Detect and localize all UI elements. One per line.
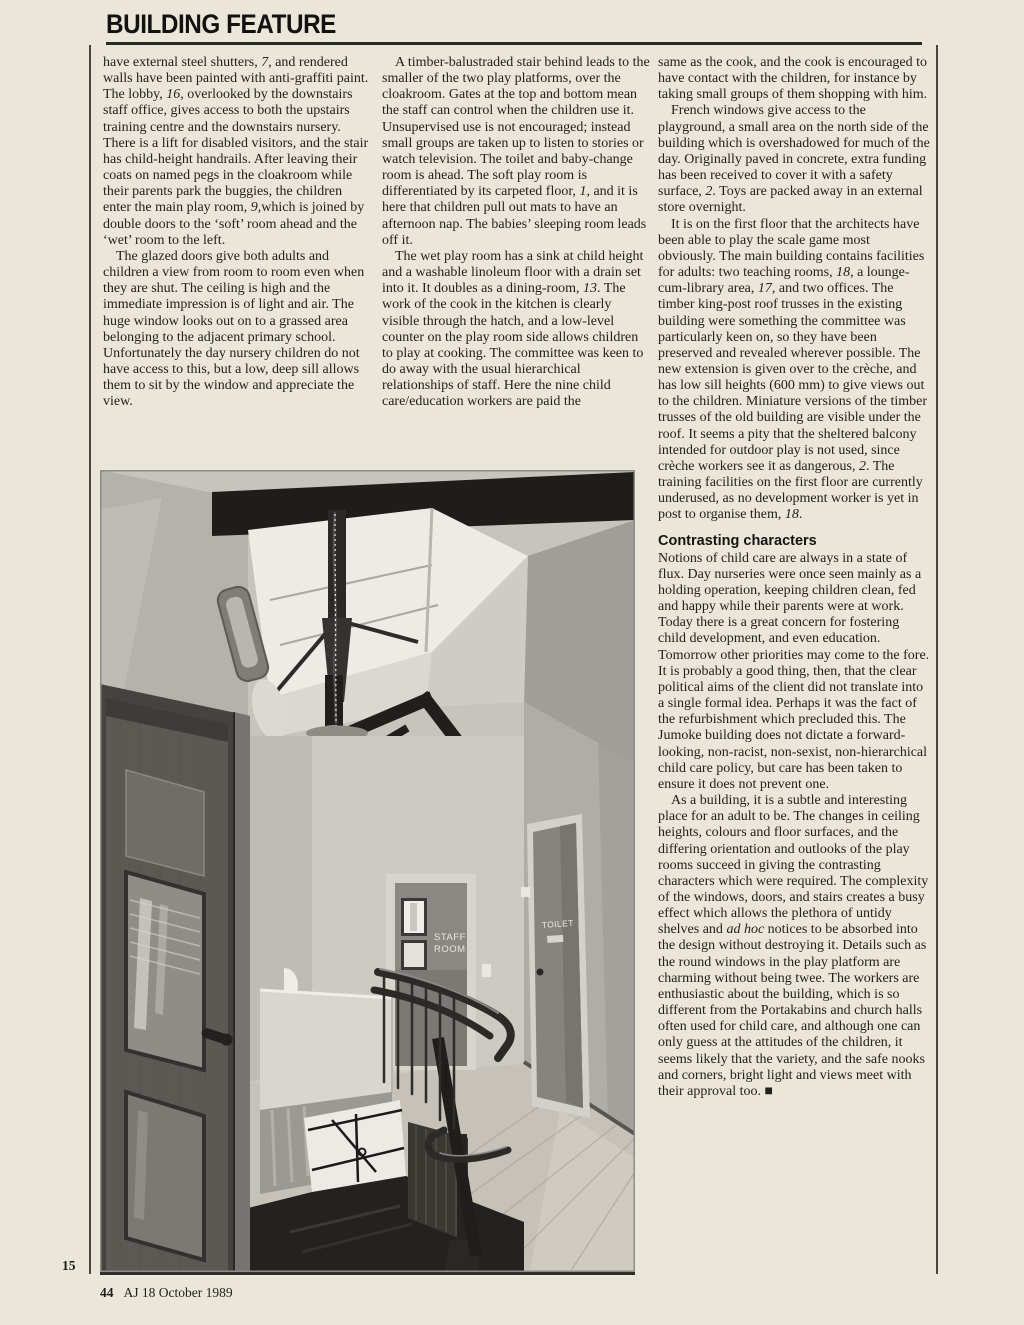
paragraph: The wet play room has a sink at child height and a washable linoleum floor with a drain set into it. It doubles as a dining-room, 13. The work of the cook in the kitchen is clearly visible through the hatch, and a low-level counter on the play room side allows children to play at cooking. The committee was keen to do away with the usual hierarchical relationships of staff. Here the nine child care/education workers are paid the bbox=[382, 248, 644, 410]
stairwell-photo-svg bbox=[100, 470, 635, 1272]
light-switch-2 bbox=[521, 887, 530, 897]
paragraph: A timber-balustraded stair behind leads to the smaller of the two play platforms, over the cloakroom. Gates at the top and bottom mean the staff can control when the children use it. Unsupervised use is not encouraged; instead small groups are taken up to listen to stories or watch television. The toilet and baby-change room is ahead. The soft play room is differentiated by its carpeted floor, 1, and it is here that children pull out mats to have an afternoon nap. The babies’ sleeping room leads off it. bbox=[382, 55, 650, 248]
article-column-3 bbox=[658, 55, 930, 1295]
toilet-door bbox=[527, 814, 590, 1118]
paragraph: It is on the first floor that the architects have been able to play the scale game most obviously. The main building contains facilities for adults: two teaching rooms, 18, a lounge-cum-library area, 17, and two offices. The timber king-post roof trusses in the existing building were something the committee was particularly keen on, so they have been preserved and revealed wherever possible. The new extension is given over to the crèche, and has low sill heights (600 mm) to give views out to the children. Miniature versions of the timber trusses of the old building are visible under the roof. It seems a pity that the sheltered balcony intended for outdoor play is not used, since crèche workers see it as dangerous, 2. The training facilities on the first floor are currently underused, as no development worker is yet in post to organise them, 18. bbox=[658, 216, 928, 523]
paragraph: Notions of child care are always in a state of flux. Day nurseries were once seen mainly as a holding operation, keeping children clean, fed and happy while their parents were at work. Today there is a great concern for fostering child development, and even education. Tomorrow other priorities may come to the fore. It is probably a good thing, then, that the clear political aims of the client did not translate into a single formal idea. Perhaps it was the fact of the refurbishment which precluded this. The Jumoke building does not dictate a forward-looking, non-racist, non-sexist, non-hierarchical child care policy, but care has been taken to ensure it does not prevent one. bbox=[658, 550, 930, 792]
figure-number: 15 bbox=[62, 1258, 76, 1273]
feature-photo bbox=[100, 470, 635, 1275]
subheading: Contrasting characters bbox=[658, 532, 817, 549]
section-header: BUILDING FEATURE bbox=[106, 9, 336, 39]
staff-room-sign-line2: ROOM bbox=[434, 944, 466, 955]
right-margin-rule bbox=[936, 45, 938, 1274]
left-margin-rule bbox=[89, 45, 91, 1274]
header-rule bbox=[106, 42, 922, 45]
staff-room-door bbox=[386, 874, 476, 1070]
light-switch bbox=[482, 964, 491, 977]
page-footer bbox=[100, 1285, 233, 1301]
paragraph: The glazed doors give both adults and children a view from room to room even when they are shut. The ceiling is high and the immediate impression is of light and air. The huge window looks out on to a grassed area belonging to the adjacent primary school. Unfortunately the day nursery children do not have access to this, but a low, deep sill allows them to sit by the window and appreciate the view. bbox=[103, 248, 365, 410]
paragraph: same as the cook, and the cook is encouraged to have contact with the children, for instance by taking small groups of them shopping with him. bbox=[658, 55, 928, 103]
paragraph: have external steel shutters, 7, and rendered walls have been painted with anti-graffiti paint. The lobby, 16, overlooked by the downstairs staff office, gives access to both the upstairs training centre and the downstairs nursery. There is a lift for disabled visitors, and the stair has child-height handrails. After leaving their coats on named pegs in the cloakroom while their parents park the buggies, the children enter the main play room, 9,which is joined by double doors to the ‘soft’ room ahead and the ‘wet’ room to the left. bbox=[103, 55, 369, 248]
staff-room-sign: STAFF bbox=[434, 932, 466, 943]
footer-issue: AJ 18 October 1989 bbox=[123, 1285, 233, 1300]
foreground-timber-door bbox=[100, 684, 250, 1272]
article-column-2 bbox=[382, 55, 650, 469]
article-column-1 bbox=[103, 55, 373, 469]
paragraph: French windows give access to the playground, a small area on the north side of the building which is overshadowed for much of the day. Originally paved in concrete, extra funding has been received to cover it with a safety surface, 2. Toys are packed away in an external store overnight. bbox=[658, 103, 930, 216]
toilet-sign: TOILET bbox=[541, 917, 575, 930]
paragraph: As a building, it is a subtle and interesting place for an adult to be. The changes in ceiling heights, colours and floor surfaces, and the differing orientation and outlooks of the play rooms succeed in giving the contrasting characters which were required. The complexity of the windows, doors, and stairs creates a busy effect which allows the plethora of untidy shelves and ad hoc notices to be absorbed into the design without destroying it. Details such as the round windows in the play platform are charming without being twee. The workers are enthusiastic about the building, which is so different from the Portakabins and church halls often used for child care, and although one can only guess at the attitudes of the children, it seems likely that the variety, and the safe nooks and corners, bright light and views meet with their approval too. ■ bbox=[658, 793, 929, 1099]
footer-page-number: 44 bbox=[100, 1285, 114, 1300]
